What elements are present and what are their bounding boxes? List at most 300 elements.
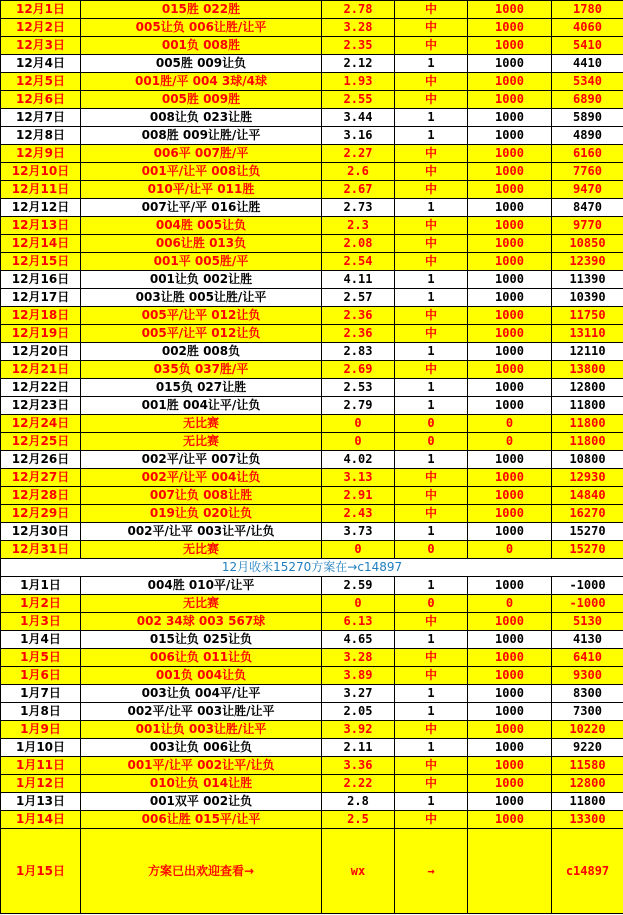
- date-cell: 1月12日: [1, 775, 81, 793]
- pick-cell: 007让平/平 016让胜: [81, 199, 322, 217]
- date-cell: 12月10日: [1, 163, 81, 181]
- balance-cell: 15270: [552, 523, 623, 541]
- summary-row: [1, 559, 623, 577]
- table-row: [1, 253, 623, 271]
- pick-cell: 001平/让平 002让平/让负: [81, 757, 322, 775]
- pick-cell: 002平/让平 003让平/让负: [81, 523, 322, 541]
- odds-cell: 2.69: [322, 361, 395, 379]
- date-cell: 12月8日: [1, 127, 81, 145]
- odds-cell: 2.3: [322, 217, 395, 235]
- stake-cell: 1000: [468, 127, 552, 145]
- odds-cell: 2.22: [322, 775, 395, 793]
- odds-cell: 2.11: [322, 739, 395, 757]
- balance-cell: 9300: [552, 667, 623, 685]
- balance-cell: 12930: [552, 469, 623, 487]
- stake-cell: 1000: [468, 379, 552, 397]
- date-cell: 12月15日: [1, 253, 81, 271]
- pick-cell: 035负 037胜/平: [81, 361, 322, 379]
- balance-cell: 15270: [552, 541, 623, 559]
- balance-cell: 13800: [552, 361, 623, 379]
- balance-cell: 12110: [552, 343, 623, 361]
- balance-cell: 4060: [552, 19, 623, 37]
- date-cell: 12月16日: [1, 271, 81, 289]
- date-cell: 12月4日: [1, 55, 81, 73]
- balance-cell: 9220: [552, 739, 623, 757]
- balance-cell: 11800: [552, 415, 623, 433]
- balance-cell: -1000: [552, 577, 623, 595]
- odds-cell: 2.83: [322, 343, 395, 361]
- date-cell: 12月14日: [1, 235, 81, 253]
- date-cell: 1月13日: [1, 793, 81, 811]
- odds-cell: 3.16: [322, 127, 395, 145]
- stake-cell: 0: [468, 433, 552, 451]
- result-cell: 中: [395, 325, 468, 343]
- balance-cell: 12800: [552, 379, 623, 397]
- date-cell: 12月6日: [1, 91, 81, 109]
- date-cell: 1月14日: [1, 811, 81, 829]
- date-cell: 12月22日: [1, 379, 81, 397]
- odds-cell: 2.08: [322, 235, 395, 253]
- stake-cell: 1000: [468, 235, 552, 253]
- table-row: [1, 415, 623, 433]
- odds-cell: 2.36: [322, 325, 395, 343]
- table-row: [1, 541, 623, 559]
- last-stake-cell: [468, 829, 552, 914]
- balance-cell: 11750: [552, 307, 623, 325]
- result-cell: 中: [395, 163, 468, 181]
- balance-cell: 11390: [552, 271, 623, 289]
- stake-cell: 1000: [468, 631, 552, 649]
- balance-cell: 7300: [552, 703, 623, 721]
- pick-cell: 003让胜 005让胜/让平: [81, 289, 322, 307]
- result-cell: 1: [395, 127, 468, 145]
- result-cell: 中: [395, 1, 468, 19]
- odds-cell: 2.05: [322, 703, 395, 721]
- result-cell: 中: [395, 775, 468, 793]
- balance-cell: 12390: [552, 253, 623, 271]
- table-row: [1, 451, 623, 469]
- date-cell: 1月1日: [1, 577, 81, 595]
- stake-cell: 1000: [468, 19, 552, 37]
- date-cell: 12月9日: [1, 145, 81, 163]
- last-balance-cell[interactable]: c14897: [552, 829, 623, 914]
- balance-cell: 5890: [552, 109, 623, 127]
- pick-cell: 002平/让平 007让负: [81, 451, 322, 469]
- result-cell: 中: [395, 613, 468, 631]
- pick-cell: 007让负 008让胜: [81, 487, 322, 505]
- pick-cell: 010让负 014让胜: [81, 775, 322, 793]
- balance-cell: 1780: [552, 1, 623, 19]
- date-cell: 12月31日: [1, 541, 81, 559]
- pick-cell: 003让负 006让负: [81, 739, 322, 757]
- result-cell: 中: [395, 469, 468, 487]
- pick-cell: 008让负 023让胜: [81, 109, 322, 127]
- pick-cell: 006让胜 013负: [81, 235, 322, 253]
- balance-cell: 5340: [552, 73, 623, 91]
- table-row: [1, 91, 623, 109]
- result-cell: 中: [395, 361, 468, 379]
- table-row: [1, 739, 623, 757]
- table-row: [1, 811, 623, 829]
- stake-cell: 1000: [468, 523, 552, 541]
- last-odds-cell: wx: [322, 829, 395, 914]
- result-cell: 0: [395, 433, 468, 451]
- odds-cell: 4.65: [322, 631, 395, 649]
- odds-cell: 3.28: [322, 19, 395, 37]
- last-result-cell: →: [395, 829, 468, 914]
- date-cell: 12月30日: [1, 523, 81, 541]
- result-cell: 0: [395, 415, 468, 433]
- result-cell: 中: [395, 145, 468, 163]
- balance-cell: 13110: [552, 325, 623, 343]
- balance-cell: 10850: [552, 235, 623, 253]
- result-cell: 中: [395, 649, 468, 667]
- stake-cell: 1000: [468, 649, 552, 667]
- stake-cell: 0: [468, 595, 552, 613]
- table-row: [1, 37, 623, 55]
- result-cell: 1: [395, 523, 468, 541]
- stake-cell: 1000: [468, 487, 552, 505]
- table-row: [1, 19, 623, 37]
- date-cell: 12月20日: [1, 343, 81, 361]
- odds-cell: 4.11: [322, 271, 395, 289]
- result-cell: 1: [395, 793, 468, 811]
- table-row: [1, 487, 623, 505]
- odds-cell: 2.54: [322, 253, 395, 271]
- balance-cell: 11800: [552, 793, 623, 811]
- stake-cell: 1000: [468, 55, 552, 73]
- odds-cell: 3.44: [322, 109, 395, 127]
- odds-cell: 3.28: [322, 649, 395, 667]
- balance-cell: 6410: [552, 649, 623, 667]
- odds-cell: 2.12: [322, 55, 395, 73]
- stake-cell: 1000: [468, 73, 552, 91]
- pick-cell: 005胜 009胜: [81, 91, 322, 109]
- stake-cell: 1000: [468, 721, 552, 739]
- date-cell: 1月3日: [1, 613, 81, 631]
- stake-cell: 1000: [468, 253, 552, 271]
- date-cell: 12月18日: [1, 307, 81, 325]
- pick-cell: 015胜 022胜: [81, 1, 322, 19]
- odds-cell: 2.79: [322, 397, 395, 415]
- pick-cell: 005平/让平 012让负: [81, 307, 322, 325]
- date-cell: 1月4日: [1, 631, 81, 649]
- pick-cell: 005让负 006让胜/让平: [81, 19, 322, 37]
- summary-note: 12月收米15270方案在→c14897: [1, 559, 623, 577]
- result-cell: 1: [395, 109, 468, 127]
- balance-cell: 4410: [552, 55, 623, 73]
- stake-cell: 1000: [468, 289, 552, 307]
- stake-cell: 1000: [468, 343, 552, 361]
- table-row: [1, 757, 623, 775]
- balance-cell: 4130: [552, 631, 623, 649]
- stake-cell: 1000: [468, 613, 552, 631]
- odds-cell: 2.55: [322, 91, 395, 109]
- result-cell: 1: [395, 577, 468, 595]
- pick-cell: 019让负 020让负: [81, 505, 322, 523]
- balance-cell: 13300: [552, 811, 623, 829]
- date-cell: 12月27日: [1, 469, 81, 487]
- balance-cell: 10220: [552, 721, 623, 739]
- stake-cell: 1000: [468, 199, 552, 217]
- balance-cell: 14840: [552, 487, 623, 505]
- pick-cell: 010平/让平 011胜: [81, 181, 322, 199]
- table-row: [1, 631, 623, 649]
- date-cell: 12月21日: [1, 361, 81, 379]
- stake-cell: 1000: [468, 91, 552, 109]
- date-cell: 12月23日: [1, 397, 81, 415]
- pick-cell: 002平/让平 003让胜/让平: [81, 703, 322, 721]
- balance-cell: 6890: [552, 91, 623, 109]
- stake-cell: 1000: [468, 703, 552, 721]
- date-cell: 1月6日: [1, 667, 81, 685]
- result-cell: 中: [395, 217, 468, 235]
- table-row: [1, 163, 623, 181]
- odds-cell: 3.73: [322, 523, 395, 541]
- table-row: [1, 379, 623, 397]
- stake-cell: 1000: [468, 307, 552, 325]
- result-cell: 1: [395, 199, 468, 217]
- table-row: [1, 649, 623, 667]
- result-cell: 中: [395, 19, 468, 37]
- table-row: [1, 523, 623, 541]
- pick-cell: 008胜 009让胜/让平: [81, 127, 322, 145]
- date-cell: 1月11日: [1, 757, 81, 775]
- table-row: [1, 199, 623, 217]
- table-row: [1, 613, 623, 631]
- odds-cell: 2.43: [322, 505, 395, 523]
- result-cell: 中: [395, 181, 468, 199]
- stake-cell: 1000: [468, 469, 552, 487]
- result-cell: 1: [395, 289, 468, 307]
- balance-cell: 11580: [552, 757, 623, 775]
- pick-cell: 001胜 004让平/让负: [81, 397, 322, 415]
- result-cell: 1: [395, 631, 468, 649]
- balance-cell: 9470: [552, 181, 623, 199]
- date-cell: 1月10日: [1, 739, 81, 757]
- odds-cell: 2.5: [322, 811, 395, 829]
- table-row: [1, 361, 623, 379]
- odds-cell: 0: [322, 541, 395, 559]
- odds-cell: 2.8: [322, 793, 395, 811]
- stake-cell: 1000: [468, 163, 552, 181]
- balance-cell: 5410: [552, 37, 623, 55]
- pick-cell: 006让负 011让负: [81, 649, 322, 667]
- pick-cell: 001让负 002让胜: [81, 271, 322, 289]
- stake-cell: 1000: [468, 667, 552, 685]
- result-cell: 1: [395, 739, 468, 757]
- pick-cell: 无比赛: [81, 415, 322, 433]
- last-pick-cell: 方案已出欢迎查看→: [81, 829, 322, 914]
- table-row: [1, 397, 623, 415]
- date-cell: 12月17日: [1, 289, 81, 307]
- stake-cell: 1000: [468, 361, 552, 379]
- stake-cell: 0: [468, 541, 552, 559]
- table-row: [1, 433, 623, 451]
- result-cell: 中: [395, 37, 468, 55]
- pick-cell: 001负 004让负: [81, 667, 322, 685]
- table-row: [1, 127, 623, 145]
- balance-cell: 11800: [552, 433, 623, 451]
- balance-cell: 10800: [552, 451, 623, 469]
- pick-cell: 004胜 010平/让平: [81, 577, 322, 595]
- odds-cell: 6.13: [322, 613, 395, 631]
- table-row: [1, 721, 623, 739]
- balance-cell: 7760: [552, 163, 623, 181]
- result-cell: 1: [395, 685, 468, 703]
- date-cell: 12月24日: [1, 415, 81, 433]
- result-cell: 1: [395, 343, 468, 361]
- stake-cell: 1000: [468, 685, 552, 703]
- pick-cell: 002胜 008负: [81, 343, 322, 361]
- table-row: [1, 181, 623, 199]
- table-row: [1, 469, 623, 487]
- balance-cell: 5130: [552, 613, 623, 631]
- stake-cell: 1000: [468, 775, 552, 793]
- stake-cell: 1000: [468, 757, 552, 775]
- date-cell: 12月11日: [1, 181, 81, 199]
- result-cell: 1: [395, 379, 468, 397]
- balance-cell: 10390: [552, 289, 623, 307]
- result-cell: 中: [395, 253, 468, 271]
- pick-cell: 005胜 009让负: [81, 55, 322, 73]
- stake-cell: 1000: [468, 181, 552, 199]
- stake-cell: 1000: [468, 577, 552, 595]
- date-cell: 1月2日: [1, 595, 81, 613]
- table-row: [1, 109, 623, 127]
- table-row: [1, 307, 623, 325]
- table-row: [1, 217, 623, 235]
- balance-cell: 6160: [552, 145, 623, 163]
- odds-cell: 3.89: [322, 667, 395, 685]
- balance-cell: 12800: [552, 775, 623, 793]
- odds-cell: 2.36: [322, 307, 395, 325]
- odds-cell: 2.57: [322, 289, 395, 307]
- stake-cell: 0: [468, 415, 552, 433]
- pick-cell: 001让负 003让胜/让平: [81, 721, 322, 739]
- pick-cell: 001双平 002让负: [81, 793, 322, 811]
- pick-cell: 001负 008胜: [81, 37, 322, 55]
- stake-cell: 1000: [468, 811, 552, 829]
- table-row: [1, 505, 623, 523]
- date-cell: 12月26日: [1, 451, 81, 469]
- table-row: [1, 325, 623, 343]
- result-cell: 中: [395, 487, 468, 505]
- odds-cell: 1.93: [322, 73, 395, 91]
- table-row: [1, 343, 623, 361]
- pick-cell: 015负 027让胜: [81, 379, 322, 397]
- balance-cell: 16270: [552, 505, 623, 523]
- table-row: [1, 577, 623, 595]
- date-cell: 12月19日: [1, 325, 81, 343]
- table-row: [1, 289, 623, 307]
- balance-cell: 8470: [552, 199, 623, 217]
- result-cell: 中: [395, 73, 468, 91]
- pick-cell: 005平/让平 012让负: [81, 325, 322, 343]
- stake-cell: 1000: [468, 739, 552, 757]
- stake-cell: 1000: [468, 451, 552, 469]
- date-cell: 12月12日: [1, 199, 81, 217]
- balance-cell: 8300: [552, 685, 623, 703]
- table-row: [1, 775, 623, 793]
- date-cell: 12月3日: [1, 37, 81, 55]
- pick-cell: 001平 005胜/平: [81, 253, 322, 271]
- date-cell: 12月2日: [1, 19, 81, 37]
- table-row: [1, 271, 623, 289]
- table-row: [1, 685, 623, 703]
- pick-cell: 无比赛: [81, 541, 322, 559]
- date-cell: 12月1日: [1, 1, 81, 19]
- pick-cell: 001平/让平 008让负: [81, 163, 322, 181]
- odds-cell: 0: [322, 595, 395, 613]
- balance-cell: -1000: [552, 595, 623, 613]
- pick-cell: 006平 007胜/平: [81, 145, 322, 163]
- pick-cell: 无比赛: [81, 595, 322, 613]
- result-cell: 中: [395, 811, 468, 829]
- result-cell: 0: [395, 541, 468, 559]
- stake-cell: 1000: [468, 397, 552, 415]
- odds-cell: 0: [322, 415, 395, 433]
- stake-cell: 1000: [468, 271, 552, 289]
- result-cell: 中: [395, 235, 468, 253]
- result-cell: 1: [395, 271, 468, 289]
- odds-cell: 4.02: [322, 451, 395, 469]
- table-row: [1, 235, 623, 253]
- pick-cell: 015让负 025让负: [81, 631, 322, 649]
- table-row: [1, 55, 623, 73]
- result-cell: 1: [395, 397, 468, 415]
- date-cell: 12月7日: [1, 109, 81, 127]
- date-cell: 1月8日: [1, 703, 81, 721]
- date-cell: 1月5日: [1, 649, 81, 667]
- result-cell: 中: [395, 307, 468, 325]
- pick-cell: 002 34球 003 567球: [81, 613, 322, 631]
- odds-cell: 2.91: [322, 487, 395, 505]
- table-row: [1, 667, 623, 685]
- date-cell: 12月28日: [1, 487, 81, 505]
- odds-cell: 2.53: [322, 379, 395, 397]
- pick-cell: 002平/让平 004让负: [81, 469, 322, 487]
- odds-cell: 2.35: [322, 37, 395, 55]
- result-cell: 1: [395, 451, 468, 469]
- balance-cell: 9770: [552, 217, 623, 235]
- pick-cell: 003让负 004平/让平: [81, 685, 322, 703]
- result-cell: 中: [395, 91, 468, 109]
- announcement-row: [1, 829, 623, 914]
- stake-cell: 1000: [468, 325, 552, 343]
- table-row: [1, 595, 623, 613]
- date-cell: 1月9日: [1, 721, 81, 739]
- odds-cell: 0: [322, 433, 395, 451]
- stake-cell: 1000: [468, 37, 552, 55]
- result-cell: 1: [395, 703, 468, 721]
- stake-cell: 1000: [468, 145, 552, 163]
- result-cell: 中: [395, 667, 468, 685]
- result-cell: 0: [395, 595, 468, 613]
- table-row: [1, 703, 623, 721]
- odds-cell: 2.67: [322, 181, 395, 199]
- table-row: [1, 73, 623, 91]
- odds-cell: 3.27: [322, 685, 395, 703]
- odds-cell: 3.36: [322, 757, 395, 775]
- pick-cell: 004胜 005让负: [81, 217, 322, 235]
- date-cell: 12月25日: [1, 433, 81, 451]
- date-cell: 12月5日: [1, 73, 81, 91]
- pick-cell: 006让胜 015平/让平: [81, 811, 322, 829]
- date-cell: 12月13日: [1, 217, 81, 235]
- odds-cell: 2.6: [322, 163, 395, 181]
- stake-cell: 1000: [468, 217, 552, 235]
